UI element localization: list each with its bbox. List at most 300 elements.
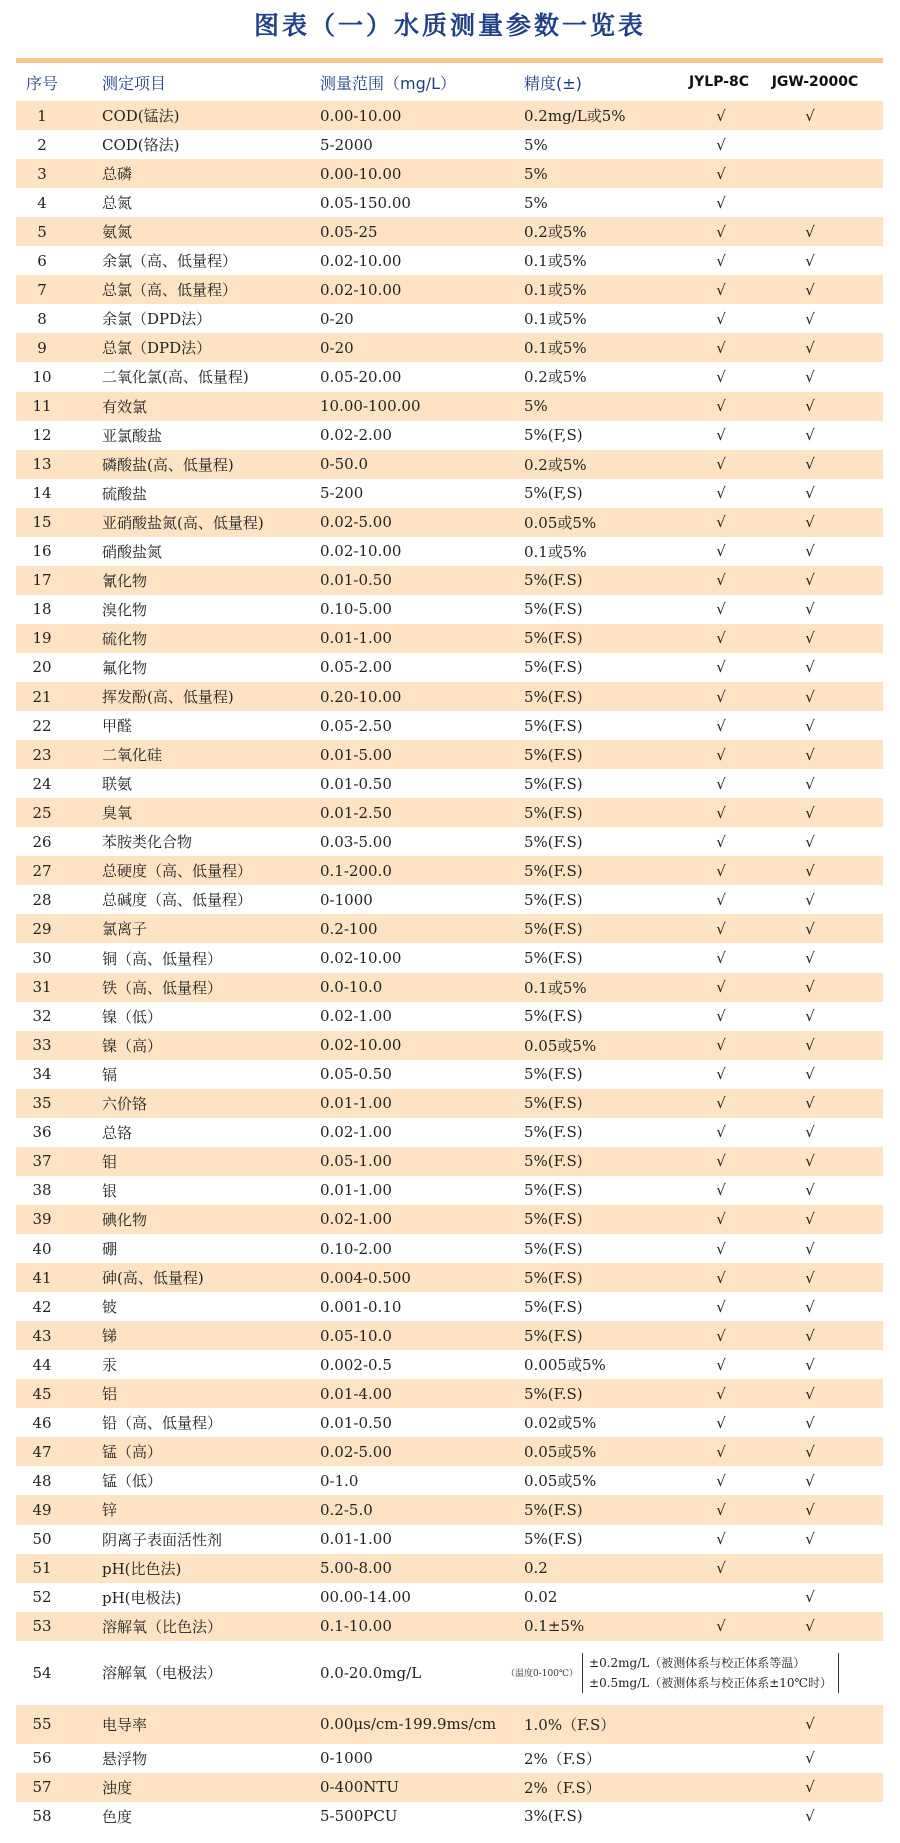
check-jylp <box>696 1744 746 1773</box>
row-precision: 0.02或5% <box>524 1414 597 1433</box>
header-model-jgw: JGW-2000C <box>771 74 859 90</box>
check-jylp: √ <box>716 484 726 503</box>
row-range: 0-20 <box>320 309 354 328</box>
row-item: 有效氯 <box>102 397 148 416</box>
check-jgw: √ <box>805 658 815 677</box>
check-jgw: √ <box>805 1617 815 1636</box>
check-jgw: √ <box>805 600 815 619</box>
check-jylp: √ <box>716 367 726 386</box>
row-number: 52 <box>32 1588 52 1607</box>
check-jylp: √ <box>716 251 726 270</box>
check-jgw: √ <box>805 1715 815 1734</box>
row-range: 0.01-4.00 <box>320 1384 392 1403</box>
table-row <box>16 914 883 943</box>
row-range: 0.00-10.00 <box>320 164 402 183</box>
row-number: 56 <box>32 1749 52 1768</box>
row-range: 0.03-5.00 <box>320 832 392 851</box>
table-row <box>16 827 883 856</box>
row-range: 0.10-5.00 <box>320 600 392 619</box>
row-range: 0.05-2.50 <box>320 716 392 735</box>
table-row <box>16 421 883 450</box>
check-jgw: √ <box>805 1442 815 1461</box>
table-row <box>16 1089 883 1118</box>
table-row <box>16 362 883 391</box>
row-precision: 5%(F.S) <box>524 600 583 619</box>
row-item: 钼 <box>102 1152 118 1171</box>
row-number: 49 <box>32 1500 52 1519</box>
check-jgw: √ <box>805 367 815 386</box>
row-precision: 5% <box>524 397 548 416</box>
row-range: 0.02-1.00 <box>320 1123 392 1142</box>
row-precision: 0.2或5% <box>524 223 587 242</box>
row-precision: 2%（F.S） <box>524 1749 601 1768</box>
row-item: 铝 <box>102 1385 118 1404</box>
table-row <box>16 304 883 333</box>
row-range: 0.02-1.00 <box>320 1210 392 1229</box>
row-precision: 5%(F.S) <box>524 1210 583 1229</box>
row-number: 51 <box>32 1559 52 1578</box>
check-jylp: √ <box>716 861 726 880</box>
row-range: 0.00μs/cm-199.9ms/cm <box>320 1714 497 1733</box>
check-jgw: √ <box>805 716 815 735</box>
table-row <box>16 624 883 653</box>
check-jgw: √ <box>805 890 815 909</box>
row-range: 0.1-200.0 <box>320 861 392 880</box>
row-number: 19 <box>32 629 52 648</box>
row-precision: 5%(F.S) <box>524 1500 583 1519</box>
row-precision: 5%(F.S) <box>524 571 583 590</box>
row-precision: 5%(F.S) <box>524 803 583 822</box>
table-row <box>16 1466 883 1495</box>
table-row <box>16 1802 883 1831</box>
row-number: 45 <box>32 1384 52 1403</box>
check-jylp: √ <box>716 1442 726 1461</box>
row-number: 35 <box>32 1094 52 1113</box>
table-row <box>16 1205 883 1234</box>
row-precision: 1.0%（F.S） <box>524 1715 616 1734</box>
row-number: 15 <box>32 513 52 532</box>
check-jylp: √ <box>716 1500 726 1519</box>
check-jgw: √ <box>805 1094 815 1113</box>
check-jgw: √ <box>805 1239 815 1258</box>
row-precision: 5% <box>524 135 548 154</box>
check-jgw: √ <box>805 455 815 474</box>
row-number: 28 <box>32 890 52 909</box>
row-precision: 0.2或5% <box>524 368 587 387</box>
row-item: 氯离子 <box>102 920 148 939</box>
row-number: 22 <box>32 716 52 735</box>
row-range: 0.02-10.00 <box>320 280 402 299</box>
check-jylp: √ <box>716 949 726 967</box>
check-jylp: √ <box>716 687 726 706</box>
check-jgw: √ <box>805 1471 815 1490</box>
check-jgw: √ <box>805 1500 815 1519</box>
check-jgw: √ <box>805 774 815 793</box>
row-range: 0.10-2.00 <box>320 1239 392 1258</box>
check-jylp: √ <box>716 1530 726 1549</box>
check-jgw: √ <box>805 1588 815 1607</box>
check-jylp: √ <box>716 1123 726 1142</box>
table-row <box>16 217 883 246</box>
row-item: COD(铬法) <box>102 136 180 155</box>
row-number: 32 <box>32 1007 52 1026</box>
table-row <box>16 1525 883 1554</box>
row-range: 0.01-1.00 <box>320 1181 392 1200</box>
check-jgw: √ <box>805 1152 815 1171</box>
row-range: 0.02-10.00 <box>320 251 402 270</box>
check-jgw: √ <box>805 1807 815 1826</box>
table-row <box>16 392 883 421</box>
row-item: 银 <box>102 1181 118 1200</box>
table-row <box>16 450 883 479</box>
table-row <box>16 1292 883 1321</box>
row-item: 磷酸盐(高、低量程) <box>102 455 234 474</box>
row-precision: 0.2mg/L或5% <box>524 107 626 126</box>
row-range: 0.20-10.00 <box>320 687 402 706</box>
row-number: 37 <box>32 1152 52 1171</box>
row-item: 铁（高、低量程） <box>102 978 223 997</box>
row-range: 0.01-0.50 <box>320 571 392 590</box>
table-row <box>16 595 883 624</box>
row-range: 0.01-1.00 <box>320 1530 392 1549</box>
table-row <box>16 1002 883 1031</box>
table-row <box>16 711 883 740</box>
row-precision: 0.1±5% <box>524 1617 585 1636</box>
row-number: 18 <box>32 600 52 619</box>
table-row <box>16 1583 883 1612</box>
row-range: 0-400NTU <box>320 1778 400 1797</box>
row-item: 亚氯酸盐 <box>102 426 163 445</box>
check-jgw: √ <box>805 1210 815 1229</box>
row-precision: 5%(F.S) <box>524 774 583 793</box>
row-range: 0-1.0 <box>320 1471 359 1490</box>
row-item: 二氧化氯(高、低量程) <box>102 368 249 387</box>
row-range: 0.02-10.00 <box>320 1036 402 1055</box>
table-row <box>16 1031 883 1060</box>
check-jylp: √ <box>716 1065 726 1084</box>
row-number: 8 <box>37 309 47 328</box>
row-range: 0-20 <box>320 338 354 357</box>
row-item: 余氯（DPD法） <box>102 310 212 329</box>
row-number: 7 <box>37 280 47 299</box>
header-range: 测量范围（mg/L） <box>320 73 457 93</box>
check-jylp: √ <box>716 542 726 561</box>
table-row <box>16 1350 883 1379</box>
row-item: 镍（高） <box>102 1036 163 1055</box>
row-item: 总磷 <box>102 165 133 184</box>
table-row <box>16 740 883 769</box>
check-jgw: √ <box>805 280 815 299</box>
row-number: 55 <box>32 1715 52 1734</box>
check-jgw: √ <box>805 1749 815 1768</box>
row-range: 00.00-14.00 <box>320 1588 411 1607</box>
table-row <box>16 537 883 566</box>
row-range: 0.2-100 <box>320 919 378 938</box>
check-jylp: √ <box>716 571 726 590</box>
row-number: 5 <box>37 222 47 241</box>
row-item: 六价铬 <box>102 1094 148 1113</box>
row-range: 0.02-5.00 <box>320 1442 392 1461</box>
check-jgw: √ <box>805 397 815 416</box>
row-number: 57 <box>32 1778 52 1797</box>
row-range: 0.1-10.00 <box>320 1617 392 1636</box>
row-precision: 2%（F.S） <box>524 1778 601 1797</box>
row-item: 氟化物 <box>102 658 148 677</box>
row-precision: 5%(F.S) <box>524 861 583 880</box>
check-jylp: √ <box>716 280 726 299</box>
row-precision: 5%(F.S) <box>524 1268 583 1287</box>
check-jgw <box>780 130 840 159</box>
page-title: 图表（一）水质测量参数一览表 <box>253 11 646 40</box>
row-item: 碘化物 <box>102 1210 148 1229</box>
row-precision: 5%(F.S) <box>524 658 583 677</box>
check-jgw <box>780 159 840 188</box>
table-row <box>16 1744 883 1773</box>
check-jylp: √ <box>716 803 726 822</box>
row-precision: 5%(F.S) <box>524 832 583 851</box>
check-jgw: √ <box>805 426 815 445</box>
row-number: 48 <box>32 1471 52 1490</box>
table-row <box>16 856 883 885</box>
table-row <box>16 479 883 508</box>
check-jgw: √ <box>805 1355 815 1374</box>
check-jylp: √ <box>716 716 726 735</box>
row-precision: 0.1或5% <box>524 310 587 329</box>
check-jgw: √ <box>805 687 815 706</box>
row-item: 臭氧 <box>102 804 133 823</box>
check-jylp: √ <box>716 1413 726 1432</box>
check-jgw: √ <box>805 1123 815 1142</box>
row-precision: 0.02 <box>524 1588 558 1607</box>
row-item: 硼 <box>102 1240 118 1258</box>
row-number: 29 <box>32 919 52 938</box>
row-precision: 0.1或5% <box>524 281 587 300</box>
check-jgw: √ <box>805 1036 815 1055</box>
row-precision: 5%(F.S) <box>524 687 583 706</box>
check-jylp: √ <box>716 658 726 677</box>
row-item: 溴化物 <box>102 600 148 619</box>
check-jylp: √ <box>716 164 726 183</box>
header-precision: 精度(±) <box>524 73 582 93</box>
table-row <box>16 1263 883 1292</box>
row-precision: 0.05或5% <box>524 1036 597 1055</box>
row-number: 42 <box>32 1297 52 1316</box>
row-range: 0.0-20.0mg/L <box>320 1663 422 1682</box>
table-row <box>16 101 883 130</box>
check-jylp: √ <box>716 1239 726 1258</box>
row-number: 13 <box>32 455 52 474</box>
row-precision: 0.1或5% <box>524 542 587 561</box>
table-row <box>16 1118 883 1147</box>
precision-temperature-note: （温度0-100℃） <box>506 1669 579 1680</box>
row-item: 二氧化硅 <box>102 746 163 765</box>
row-item: pH(比色法) <box>102 1559 182 1578</box>
check-jgw: √ <box>805 832 815 851</box>
row-range: 0.002-0.5 <box>320 1355 392 1374</box>
row-precision: 5%(F.S) <box>524 919 583 938</box>
row-range: 0.02-10.00 <box>320 542 402 561</box>
check-jgw: √ <box>805 1181 815 1200</box>
table-row <box>16 1321 883 1350</box>
row-number: 2 <box>37 135 47 154</box>
row-item: 镍（低） <box>102 1007 163 1026</box>
header-item: 测定项目 <box>102 73 167 93</box>
row-number: 4 <box>37 193 47 212</box>
table-row <box>16 1379 883 1408</box>
check-jylp: √ <box>716 1210 726 1229</box>
row-number: 41 <box>32 1268 52 1287</box>
row-number: 36 <box>32 1123 52 1142</box>
row-number: 58 <box>32 1807 52 1826</box>
check-jgw: √ <box>805 1530 815 1549</box>
table-row <box>16 1773 883 1802</box>
row-item: 氨氮 <box>102 223 133 242</box>
table-row <box>16 246 883 275</box>
check-jylp: √ <box>716 1297 726 1316</box>
row-item: 总铬 <box>102 1123 133 1142</box>
check-jylp: √ <box>716 309 726 328</box>
row-range: 0.05-10.0 <box>320 1326 392 1345</box>
row-range: 0.02-10.00 <box>320 949 402 967</box>
check-jylp: √ <box>716 1152 726 1171</box>
check-jylp: √ <box>716 629 726 648</box>
row-precision: 5% <box>524 193 548 212</box>
row-precision: 0.05或5% <box>524 1472 597 1491</box>
check-jylp: √ <box>716 1094 726 1113</box>
row-range: 0.01-1.00 <box>320 1094 392 1113</box>
precision-line: ±0.5mg/L（被测体系与校正体系±10℃时） <box>589 1675 832 1690</box>
row-item: 苯胺类化合物 <box>102 833 193 852</box>
table-row <box>16 566 883 595</box>
row-range: 0.01-1.00 <box>320 629 392 648</box>
row-precision: 0.005或5% <box>524 1356 606 1375</box>
row-range: 0.00-10.00 <box>320 106 402 125</box>
check-jgw: √ <box>805 1778 815 1797</box>
check-jgw: √ <box>805 1326 815 1345</box>
row-range: 0.2-5.0 <box>320 1500 373 1519</box>
check-jgw: √ <box>805 1297 815 1316</box>
row-range: 0.01-0.50 <box>320 1413 392 1432</box>
table-row <box>16 1641 883 1705</box>
check-jgw: √ <box>805 1007 815 1026</box>
row-precision: 0.1或5% <box>524 339 587 358</box>
row-item: 锰（低） <box>102 1472 163 1491</box>
table-row <box>16 1176 883 1205</box>
check-jgw: √ <box>805 949 815 967</box>
row-precision: 5%(F.S) <box>524 716 583 735</box>
table-row <box>16 159 883 188</box>
check-jylp: √ <box>716 745 726 764</box>
row-item: pH(电极法) <box>102 1588 182 1607</box>
row-precision: 0.1或5% <box>524 978 587 997</box>
row-number: 30 <box>32 949 52 967</box>
row-precision: 0.05或5% <box>524 1443 597 1462</box>
row-number: 53 <box>32 1617 52 1636</box>
check-jylp: √ <box>716 919 726 938</box>
row-precision: 5%(F.S) <box>524 745 583 764</box>
check-jylp <box>696 1705 746 1744</box>
table-row <box>16 1147 883 1176</box>
check-jgw: √ <box>805 309 815 328</box>
table-row <box>16 973 883 1002</box>
row-item: 铅（高、低量程） <box>102 1414 223 1433</box>
row-number: 50 <box>32 1530 52 1549</box>
check-jgw: √ <box>805 542 815 561</box>
check-jylp: √ <box>716 222 726 241</box>
check-jylp: √ <box>716 513 726 532</box>
row-number: 44 <box>32 1355 52 1374</box>
precision-line: ±0.2mg/L（被测体系与校正体系等温） <box>589 1655 806 1670</box>
row-item: 铜（高、低量程） <box>102 949 223 968</box>
row-number: 9 <box>37 338 47 357</box>
check-jgw: √ <box>805 803 815 822</box>
table-row <box>16 1554 883 1583</box>
row-precision: 5%(F,S) <box>524 426 583 445</box>
row-item: 铍 <box>102 1298 118 1317</box>
row-precision: 0.2或5% <box>524 455 587 474</box>
table-row <box>16 885 883 914</box>
row-item: 锑 <box>102 1327 118 1346</box>
check-jgw: √ <box>805 1384 815 1403</box>
table-header <box>16 63 883 101</box>
check-jylp: √ <box>716 890 726 909</box>
table-row <box>16 1060 883 1089</box>
table-row <box>16 798 883 827</box>
row-number: 43 <box>32 1326 52 1345</box>
row-range: 0.0-10.0 <box>320 978 383 997</box>
check-jylp: √ <box>716 1384 726 1403</box>
check-jylp: √ <box>716 1559 726 1578</box>
row-item: 砷(高、低量程) <box>102 1269 204 1288</box>
row-range: 0-1000 <box>320 890 373 909</box>
row-precision: 5%(F.S) <box>524 1181 583 1200</box>
row-range: 5-500PCU <box>320 1807 398 1826</box>
row-range: 0-1000 <box>320 1749 373 1768</box>
row-range: 0.05-1.00 <box>320 1152 392 1171</box>
row-item: 溶解氧（电极法） <box>102 1664 223 1683</box>
table-row <box>16 333 883 362</box>
table-row <box>16 653 883 682</box>
row-precision: 5%(F.S) <box>524 949 583 967</box>
row-number: 38 <box>32 1181 52 1200</box>
row-number: 31 <box>32 978 52 997</box>
row-number: 1 <box>37 106 47 125</box>
row-precision: 3%(F.S) <box>524 1807 583 1826</box>
row-item: 溶解氧（比色法） <box>102 1617 223 1636</box>
check-jgw: √ <box>805 513 815 532</box>
row-item: 硫化物 <box>102 629 148 648</box>
row-range: 5-200 <box>320 484 364 503</box>
row-number: 14 <box>32 484 52 503</box>
row-range: 0.01-0.50 <box>320 774 392 793</box>
row-range: 0.05-20.00 <box>320 367 402 386</box>
table-row <box>16 508 883 537</box>
row-item: 锰（高） <box>102 1443 163 1462</box>
row-item: 甲醛 <box>102 717 133 736</box>
row-number: 39 <box>32 1210 52 1229</box>
check-jgw <box>780 1641 840 1705</box>
check-jylp: √ <box>716 978 726 997</box>
row-item: 总氮 <box>102 194 133 213</box>
row-item: 浊度 <box>102 1778 133 1797</box>
row-number: 26 <box>32 832 52 851</box>
check-jylp: √ <box>716 1355 726 1374</box>
table-row <box>16 1705 883 1744</box>
check-jylp: √ <box>716 1617 726 1636</box>
row-item: 氰化物 <box>102 571 148 590</box>
check-jylp <box>696 1802 746 1831</box>
check-jgw: √ <box>805 978 815 997</box>
